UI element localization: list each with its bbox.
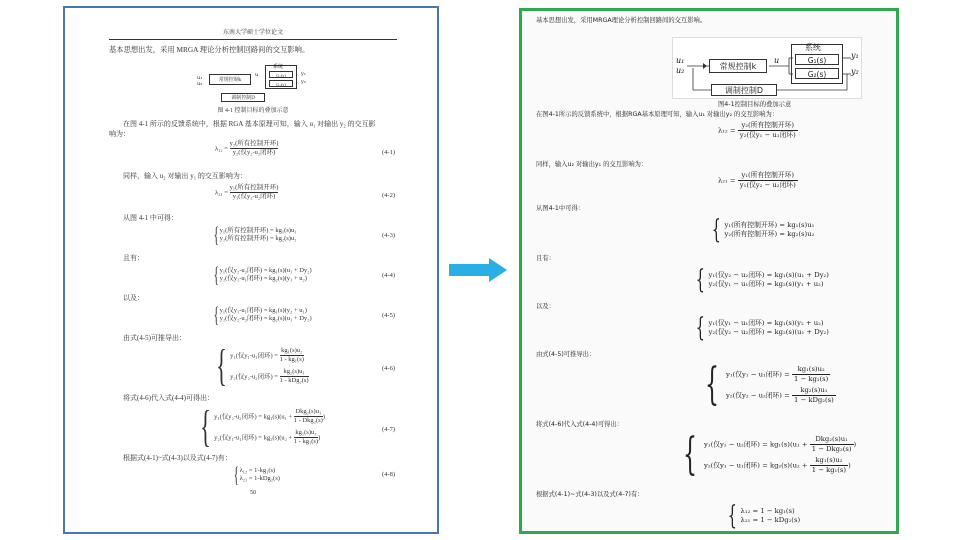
system-label: 系统 <box>273 64 284 70</box>
right-arrow-icon <box>449 258 507 282</box>
para-3: 从图4-1中可得： <box>536 205 585 212</box>
controller-box: 常规控制k <box>709 59 767 73</box>
g2-box: G₂(s) <box>795 68 839 79</box>
para-2: 同样，输入u₂ 对输出y₁ 的交互影响为： <box>536 161 648 168</box>
original-page <box>63 6 439 534</box>
equation-4-8: { λ₁₂ = 1-kg₁(s) λ₂₁ = 1-kDg₂(s) <box>233 462 280 487</box>
controller-box: 常规控制k <box>209 74 251 85</box>
para-4: 且有： <box>536 255 555 262</box>
eq-number: (4-3) <box>382 232 395 239</box>
equation-4-1: λ₁₂ = y₂(所有控制开环) y₂(仅y₁ − u₁闭环) <box>718 121 796 140</box>
para-1: 在图 4-1 所示的反馈系统中，根据 RGA 基本原理可知，输入 u₁ 对输出 y₂ 的交互影 <box>123 120 376 128</box>
page-header: 东南大学硕士学位论文 <box>109 30 397 40</box>
para-7: 将式(4-6)代入式(4-4)可得出： <box>536 421 624 428</box>
y1-label: y₁ <box>301 71 306 77</box>
y1-label: y₁ <box>851 51 859 60</box>
eq-number: (4-2) <box>382 192 395 199</box>
tune-box: 调制控制D <box>221 93 265 102</box>
tune-box: 调制控制D <box>711 84 777 96</box>
equation-4-4: { y₁(仅y₂ − u₂闭环) = kg₁(s)(u₁ + Dy₂) y₂(仅y₁ − u₁闭环) = kg₂(s)(y₁ + u₂) <box>695 265 829 295</box>
y2-label: y₂ <box>301 79 306 85</box>
equation-4-7: { y₁(仅y₂ − u₂闭环) = kg₁(s)(u₁ + Dkg₂(s)u₁ 1 − Dkg₂(s) ) y₂(仅y₁ − u₁闭环) = kg₂(s)(u₂ + $\frac{\text{kg₁(s)u₂}}{\text{1 − kg₁(s)}}$ ) <box>683 429 857 480</box>
block-diagram <box>195 63 323 105</box>
figure-caption: 图4-1控制目标的叠加示意 <box>718 101 792 108</box>
para-8: 根据式(4-1)~式(4-3)以及式(4-7)有： <box>123 454 232 462</box>
equation-4-8: { λ₁₂ = 1 − kg₁(s) λ₂₁ = 1 − kDg₂(s) <box>727 501 801 531</box>
equation-4-2: λ₂₁ = y₁(所有控制开环) y₁(仅y₂ − u₂闭环) <box>718 171 796 190</box>
equation-4-6: { y₁(仅y₁ − u₁闭环) = $\frac{\text{kg₁(s)u₂}}{\text{1 − kg₁(s)}}$ y₂(仅y₂ − u₂闭环) = kg₂(s)u₁ 1 − kDg₂(s) <box>705 359 834 410</box>
equation-4-5: { y₁(仅y₁-u₁闭环) = kg₁(s)(y₂ + u₁) y₂(仅y₂-u₂闭环) = kg₂(s)(u₁ + Dy₂) <box>213 302 312 327</box>
eq-number: (4-7) <box>382 426 395 433</box>
para-7: 将式(4-6)代入式(4-4)可得出： <box>123 394 214 402</box>
eq-number: (4-6) <box>382 365 395 372</box>
system-label: 系统 <box>805 43 821 52</box>
g1-box: G₁(s) <box>269 71 293 78</box>
equation-4-7: { y₁(仅y₂-u₂闭环) = kg₁(s)(u₁ + Dkg₂(s)u₁ 1 - Dkg₂(s) ) y₂(仅y₁-u₁闭环) = kg₂(s)(u₂ + $\frac{\text{kg₁(s)u₂}}{\text{1 - kg₁(s)}}$ ) <box>200 402 325 451</box>
equation-4-5: { y₁(仅y₁ − u₁闭环) = kg₁(s)(y₂ + u₂) y₂(仅y₂ − u₂闭环) = kg₂(s)(u₁ + Dy₂) <box>695 313 829 343</box>
u1-label: u₁ <box>676 56 685 65</box>
equation-4-4: { y₁(仅y₂-u₂闭环) = kg₁(s)(u₁ + Dy₂) y₂(仅y₁-u₁闭环) = kg₂(s)(y₁ + u₂) <box>213 262 312 287</box>
para-2: 同样，输入 u₂ 对输出 y₁ 的交互影响为： <box>123 172 247 180</box>
para-6: 由式(4-5)可推导出： <box>123 334 186 342</box>
eq-number: (4-5) <box>382 312 395 319</box>
figure-caption: 图 4-1 控制目标的叠加示意 <box>217 108 289 114</box>
intro-text: 基本思想出发，采用MRGA理论分析控制回路间的交互影响。 <box>536 17 707 24</box>
para-3: 从图 4-1 中可得： <box>123 214 178 222</box>
eq-number: (4-8) <box>382 471 395 478</box>
para-5: 以及： <box>536 303 555 310</box>
equation-4-2: λ₂₁ = y₁(所有控制开环) y₁(仅y₂-u₂闭环) <box>215 184 279 201</box>
u2-label: u₂ <box>676 66 685 75</box>
u2-label: u₂ <box>197 81 203 87</box>
para-1: 在图4-1所示的反馈系统中，根据RGA基本原理可知，输入u₁ 对输出y₂ 的交互影响为： <box>536 111 779 118</box>
u1-label: u₁ <box>197 75 203 81</box>
intro-text: 基本思想出发，采用 MRGA 理论分析控制回路间的交互影响。 <box>109 45 310 54</box>
para-1b: 响为： <box>109 130 130 138</box>
g2-box: G₂(s) <box>269 80 293 87</box>
u-label: u <box>255 72 259 78</box>
u-label: u <box>774 56 780 65</box>
block-diagram <box>672 37 862 99</box>
para-8: 根据式(4-1)~式(4-3)以及式(4-7)有： <box>536 491 644 498</box>
eq-number: (4-4) <box>382 272 395 279</box>
equation-4-3: { y₁(所有控制开环) = kg₁(s)u₁ y₂(所有控制开环) = kg₂(s)u₂ <box>213 222 297 247</box>
page-number: 50 <box>250 490 256 496</box>
equation-4-6: { y₁(仅y₁-u₁闭环) = $\frac{\text{kg₁(s)u₂}}{\text{1 - kg₁(s)}}$ y₂(仅y₂-u₂闭环) = kg₂(s)u₁ 1 - kDg₂(s) <box>216 341 309 390</box>
g1-box: G₁(s) <box>795 54 839 65</box>
equation-4-1: λ₁₂ = y₂(所有控制开环) y₂(仅y₂-u₂闭环) <box>215 140 279 157</box>
para-6: 由式(4-5)可推导出： <box>536 351 596 358</box>
para-4: 且有： <box>123 254 144 262</box>
eq-number: (4-1) <box>382 149 395 156</box>
y2-label: y₂ <box>851 67 859 76</box>
para-5: 以及： <box>123 294 144 302</box>
equation-4-3: { y₁(所有控制开环) = kg₁(s)u₁ y₂(所有控制开环) = kg₂(s)u₂ <box>711 215 815 245</box>
converted-page <box>519 8 899 534</box>
